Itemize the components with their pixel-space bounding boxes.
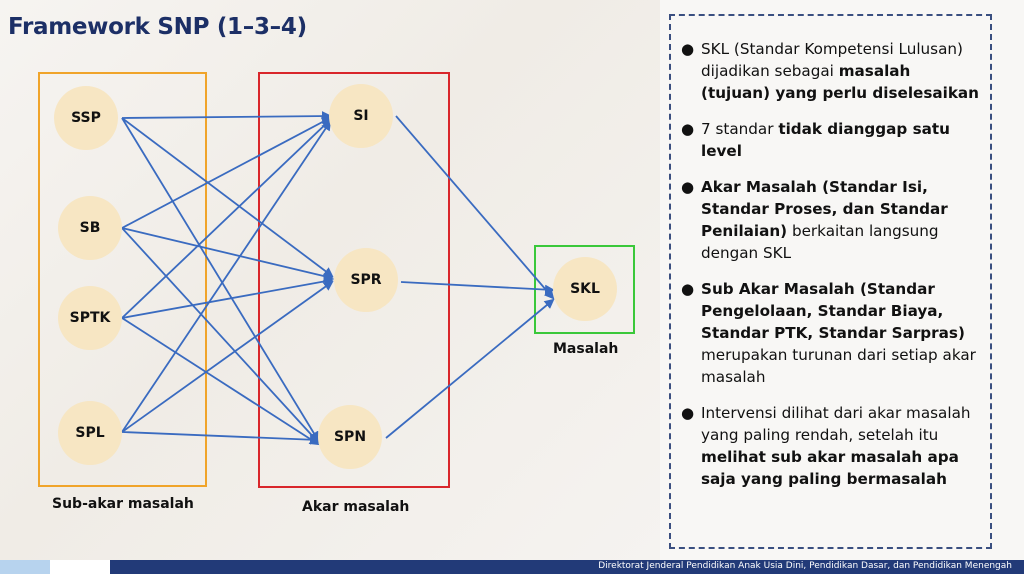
note-text: merupakan turunan dari setiap akar masalah <box>701 346 976 386</box>
arrow-si-skl <box>396 116 553 298</box>
note-item <box>677 118 982 162</box>
note-emphasis: Sub Akar Masalah (Standar Pengelolaan, Standar Biaya, Standar PTK, Standar Sarpras) <box>701 280 965 342</box>
node-ssp: SSP <box>54 86 118 150</box>
node-sb: SB <box>58 196 122 260</box>
masalah-caption: Masalah <box>553 341 619 357</box>
arrow-spl-spn <box>122 432 318 440</box>
note-text: SKL (Standar Kompetensi Lulusan) dijadikan sebagai <box>701 40 963 80</box>
node-spl: SPL <box>58 401 122 465</box>
footer-accent-light <box>0 560 50 574</box>
footer-bar <box>0 560 1024 574</box>
note-text: Intervensi dilihat dari akar masalah yang paling rendah, setelah itu <box>701 404 971 444</box>
akar-caption: Akar masalah <box>302 499 410 515</box>
notes-list <box>677 38 982 490</box>
bullet-icon: ● <box>681 178 695 196</box>
node-spn: SPN <box>318 405 382 469</box>
node-sptk: SPTK <box>58 286 122 350</box>
bullet-icon: ● <box>681 120 695 138</box>
arrow-ssp-si <box>122 116 330 118</box>
arrow-spn-skl <box>386 300 553 438</box>
note-item <box>677 38 982 104</box>
note-emphasis: tidak dianggap satu level <box>701 120 950 160</box>
footer-band <box>110 560 1024 574</box>
bullet-icon: ● <box>681 404 695 422</box>
node-si: SI <box>329 84 393 148</box>
footer-text: Direktorat Jenderal Pendidikan Anak Usia Dini, Pendidikan Dasar, dan Pendidikan Menengah <box>598 561 1012 571</box>
sub-akar-caption: Sub-akar masalah <box>52 496 194 512</box>
bullet-icon: ● <box>681 40 695 58</box>
arrow-sb-si <box>122 118 330 228</box>
node-skl: SKL <box>553 257 617 321</box>
note-emphasis: melihat sub akar masalah apa saja yang paling bermasalah <box>701 448 959 488</box>
note-emphasis: Akar Masalah (Standar Isi, Standar Proses, dan Standar Penilaian) <box>701 178 948 240</box>
arrow-spl-spr <box>122 282 332 432</box>
arrow-sptk-spn <box>122 318 318 444</box>
arrow-ssp-spn <box>122 118 318 440</box>
arrow-spr-skl <box>401 282 553 290</box>
slide-title: Framework SNP (1–3–4) <box>8 14 307 40</box>
bullet-icon: ● <box>681 280 695 298</box>
notes-panel <box>669 14 992 549</box>
node-spr: SPR <box>334 248 398 312</box>
note-text: berkaitan langsung dengan SKL <box>701 222 939 262</box>
arrow-sptk-spr <box>122 280 332 318</box>
note-emphasis: masalah (tujuan) yang perlu diselesaikan <box>701 62 979 102</box>
note-item <box>677 176 982 264</box>
note-item <box>677 278 982 388</box>
footer-accent-white <box>50 560 110 574</box>
note-item <box>677 402 982 490</box>
note-text: 7 standar <box>701 120 779 138</box>
